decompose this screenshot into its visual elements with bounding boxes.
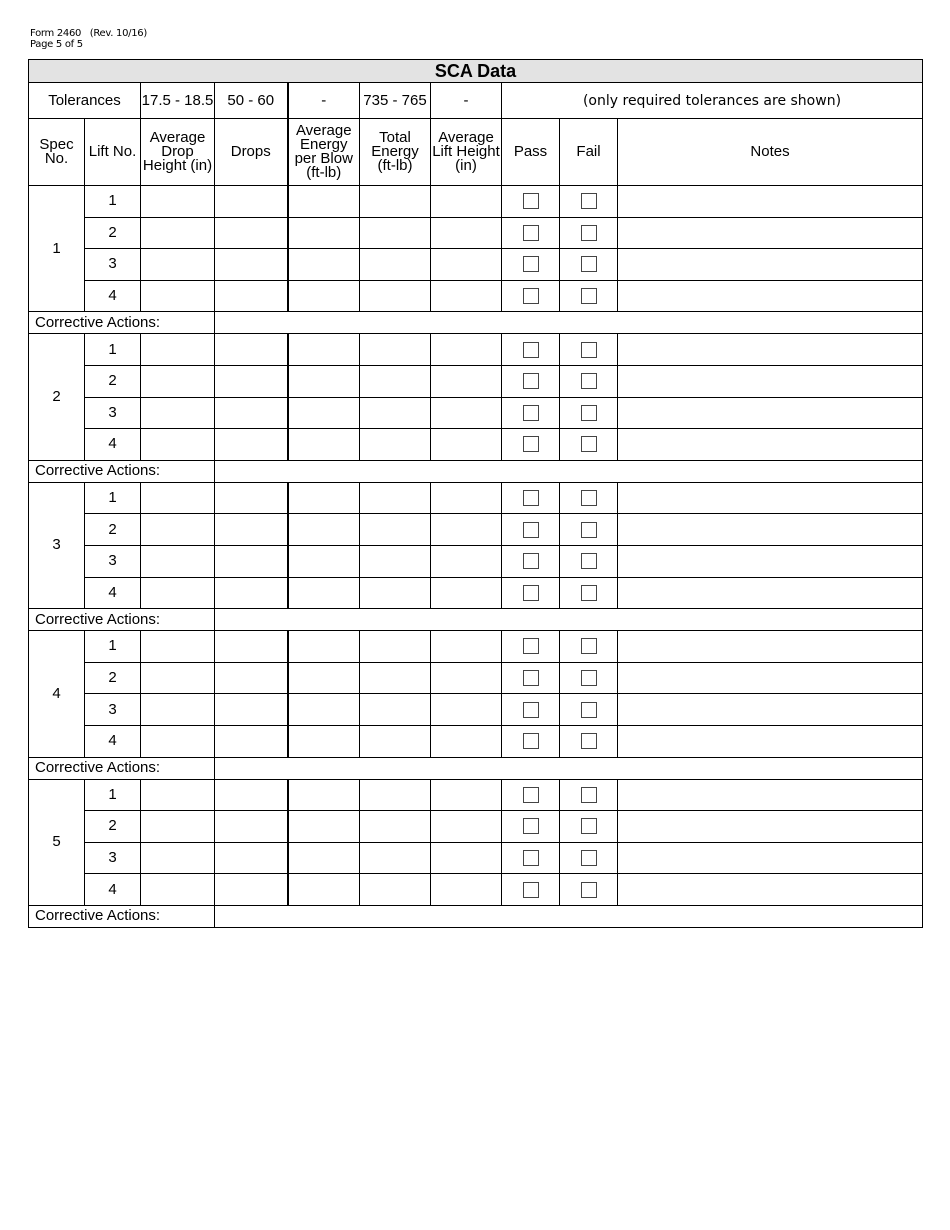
avg-lift-height-cell[interactable] [431, 482, 502, 514]
tolerance-drops: 50 - 60 [215, 83, 288, 119]
drops-cell[interactable] [215, 725, 288, 757]
avg-drop-height-cell[interactable] [141, 429, 215, 461]
lift-number: 4 [85, 280, 141, 312]
pass-checkbox[interactable] [523, 342, 539, 358]
avg-lift-height-cell[interactable] [431, 779, 502, 811]
avg-drop-height-cell[interactable] [141, 249, 215, 281]
tolerances-note: (only required tolerances are shown) [502, 83, 923, 119]
total-energy-cell[interactable] [360, 577, 431, 609]
total-energy-cell[interactable] [360, 365, 431, 397]
fail-cell [560, 779, 618, 811]
table-row [29, 514, 923, 546]
fail-checkbox[interactable] [581, 193, 597, 209]
fail-cell [560, 334, 618, 366]
pass-checkbox[interactable] [523, 850, 539, 866]
fail-checkbox[interactable] [581, 787, 597, 803]
table-row [29, 694, 923, 726]
pass-cell [502, 365, 560, 397]
drops-cell[interactable] [215, 334, 288, 366]
corrective-actions-label: Corrective Actions: [29, 460, 215, 482]
corrective-actions-label: Corrective Actions: [29, 905, 215, 927]
table-row [29, 577, 923, 609]
avg-lift-height-cell[interactable] [431, 725, 502, 757]
spec-number: 4 [29, 631, 85, 757]
avg-energy-per-blow-cell[interactable] [288, 811, 360, 843]
pass-checkbox[interactable] [523, 733, 539, 749]
pass-cell [502, 694, 560, 726]
notes-cell[interactable] [618, 577, 923, 609]
lift-number: 3 [85, 397, 141, 429]
pass-checkbox[interactable] [523, 436, 539, 452]
spec-number: 5 [29, 779, 85, 905]
total-energy-cell[interactable] [360, 662, 431, 694]
corrective-actions-row [29, 460, 923, 482]
avg-lift-height-cell[interactable] [431, 334, 502, 366]
table-row [29, 249, 923, 281]
pass-checkbox[interactable] [523, 882, 539, 898]
pass-cell [502, 842, 560, 874]
drops-cell[interactable] [215, 397, 288, 429]
tolerance-energy-per-blow: - [288, 83, 360, 119]
avg-lift-height-cell[interactable] [431, 514, 502, 546]
drops-cell[interactable] [215, 514, 288, 546]
total-energy-cell[interactable] [360, 217, 431, 249]
total-energy-cell[interactable] [360, 779, 431, 811]
lift-number: 1 [85, 334, 141, 366]
avg-drop-height-cell[interactable] [141, 280, 215, 312]
pass-checkbox[interactable] [523, 405, 539, 421]
avg-energy-per-blow-cell[interactable] [288, 482, 360, 514]
avg-lift-height-cell[interactable] [431, 545, 502, 577]
table-row [29, 186, 923, 218]
notes-cell[interactable] [618, 725, 923, 757]
notes-cell[interactable] [618, 694, 923, 726]
lift-number: 2 [85, 662, 141, 694]
pass-checkbox[interactable] [523, 256, 539, 272]
total-energy-cell[interactable] [360, 514, 431, 546]
tolerance-lift-height: - [431, 83, 502, 119]
fail-checkbox[interactable] [581, 702, 597, 718]
drops-cell[interactable] [215, 811, 288, 843]
fail-checkbox[interactable] [581, 882, 597, 898]
drops-cell[interactable] [215, 482, 288, 514]
avg-energy-per-blow-cell[interactable] [288, 429, 360, 461]
lift-number: 1 [85, 186, 141, 218]
corrective-actions-field[interactable] [215, 609, 923, 631]
drops-cell[interactable] [215, 217, 288, 249]
avg-drop-height-cell[interactable] [141, 631, 215, 663]
avg-drop-height-cell[interactable] [141, 779, 215, 811]
total-energy-cell[interactable] [360, 280, 431, 312]
pass-checkbox[interactable] [523, 702, 539, 718]
avg-energy-per-blow-cell[interactable] [288, 365, 360, 397]
avg-drop-height-cell[interactable] [141, 186, 215, 218]
notes-cell[interactable] [618, 779, 923, 811]
avg-energy-per-blow-cell[interactable] [288, 397, 360, 429]
tolerances-row [29, 83, 923, 119]
avg-lift-height-cell[interactable] [431, 429, 502, 461]
pass-checkbox[interactable] [523, 522, 539, 538]
table-row [29, 482, 923, 514]
drops-cell[interactable] [215, 577, 288, 609]
table-row [29, 811, 923, 843]
avg-lift-height-cell[interactable] [431, 811, 502, 843]
table-row [29, 874, 923, 906]
total-energy-cell[interactable] [360, 842, 431, 874]
drops-cell[interactable] [215, 280, 288, 312]
table-row [29, 365, 923, 397]
pass-cell [502, 186, 560, 218]
avg-drop-height-cell[interactable] [141, 874, 215, 906]
pass-checkbox[interactable] [523, 638, 539, 654]
fail-cell [560, 694, 618, 726]
fail-cell [560, 249, 618, 281]
pass-checkbox[interactable] [523, 670, 539, 686]
fail-checkbox[interactable] [581, 818, 597, 834]
drops-cell[interactable] [215, 545, 288, 577]
header-avg-drop-height: Average Drop Height (in) [141, 119, 215, 186]
pass-checkbox[interactable] [523, 818, 539, 834]
fail-cell [560, 811, 618, 843]
lift-number: 2 [85, 365, 141, 397]
table-row [29, 662, 923, 694]
drops-cell[interactable] [215, 842, 288, 874]
lift-number: 2 [85, 217, 141, 249]
table-row [29, 397, 923, 429]
fail-checkbox[interactable] [581, 256, 597, 272]
avg-energy-per-blow-cell[interactable] [288, 249, 360, 281]
corrective-actions-row [29, 312, 923, 334]
table-title: SCA Data [29, 60, 923, 83]
drops-cell[interactable] [215, 694, 288, 726]
avg-energy-per-blow-cell[interactable] [288, 631, 360, 663]
drops-cell[interactable] [215, 779, 288, 811]
avg-drop-height-cell[interactable] [141, 725, 215, 757]
notes-cell[interactable] [618, 217, 923, 249]
avg-drop-height-cell[interactable] [141, 545, 215, 577]
form-number: Form 2460 (Rev. 10/16) [30, 28, 147, 39]
fail-checkbox[interactable] [581, 733, 597, 749]
table-row [29, 429, 923, 461]
total-energy-cell[interactable] [360, 249, 431, 281]
pass-checkbox[interactable] [523, 553, 539, 569]
avg-drop-height-cell[interactable] [141, 365, 215, 397]
avg-drop-height-cell[interactable] [141, 662, 215, 694]
pass-cell [502, 577, 560, 609]
corrective-actions-row [29, 609, 923, 631]
pass-cell [502, 514, 560, 546]
spec-number: 2 [29, 334, 85, 460]
fail-cell [560, 429, 618, 461]
pass-checkbox[interactable] [523, 585, 539, 601]
fail-checkbox[interactable] [581, 638, 597, 654]
pass-cell [502, 874, 560, 906]
table-row [29, 217, 923, 249]
fail-checkbox[interactable] [581, 405, 597, 421]
total-energy-cell[interactable] [360, 334, 431, 366]
avg-lift-height-cell[interactable] [431, 249, 502, 281]
corrective-actions-field[interactable] [215, 905, 923, 927]
corrective-actions-field[interactable] [215, 312, 923, 334]
notes-cell[interactable] [618, 842, 923, 874]
drops-cell[interactable] [215, 249, 288, 281]
page-number: Page 5 of 5 [30, 39, 83, 50]
corrective-actions-row [29, 757, 923, 779]
notes-cell[interactable] [618, 811, 923, 843]
fail-cell [560, 874, 618, 906]
fail-checkbox[interactable] [581, 288, 597, 304]
fail-cell [560, 725, 618, 757]
pass-cell [502, 280, 560, 312]
avg-lift-height-cell[interactable] [431, 186, 502, 218]
avg-drop-height-cell[interactable] [141, 577, 215, 609]
avg-drop-height-cell[interactable] [141, 217, 215, 249]
pass-checkbox[interactable] [523, 288, 539, 304]
lift-number: 4 [85, 429, 141, 461]
fail-checkbox[interactable] [581, 373, 597, 389]
spec-number: 1 [29, 186, 85, 312]
notes-cell[interactable] [618, 545, 923, 577]
corrective-actions-field[interactable] [215, 460, 923, 482]
notes-cell[interactable] [618, 186, 923, 218]
fail-cell [560, 186, 618, 218]
avg-lift-height-cell[interactable] [431, 577, 502, 609]
lift-number: 4 [85, 874, 141, 906]
avg-lift-height-cell[interactable] [431, 694, 502, 726]
total-energy-cell[interactable] [360, 811, 431, 843]
lift-number: 4 [85, 577, 141, 609]
avg-energy-per-blow-cell[interactable] [288, 186, 360, 218]
avg-energy-per-blow-cell[interactable] [288, 662, 360, 694]
total-energy-cell[interactable] [360, 429, 431, 461]
avg-energy-per-blow-cell[interactable] [288, 334, 360, 366]
pass-cell [502, 482, 560, 514]
pass-checkbox[interactable] [523, 193, 539, 209]
fail-checkbox[interactable] [581, 522, 597, 538]
tolerances-label: Tolerances [29, 83, 141, 119]
notes-cell[interactable] [618, 662, 923, 694]
notes-cell[interactable] [618, 514, 923, 546]
avg-energy-per-blow-cell[interactable] [288, 217, 360, 249]
fail-checkbox[interactable] [581, 436, 597, 452]
lift-number: 1 [85, 482, 141, 514]
pass-cell [502, 725, 560, 757]
fail-cell [560, 662, 618, 694]
avg-energy-per-blow-cell[interactable] [288, 545, 360, 577]
pass-cell [502, 217, 560, 249]
avg-lift-height-cell[interactable] [431, 217, 502, 249]
corrective-actions-row [29, 905, 923, 927]
avg-lift-height-cell[interactable] [431, 631, 502, 663]
header-avg-energy-per-blow: Average Energy per Blow (ft-lb) [288, 119, 360, 186]
header-spec-no: Spec No. [29, 119, 85, 186]
pass-cell [502, 334, 560, 366]
pass-cell [502, 779, 560, 811]
lift-number: 3 [85, 545, 141, 577]
table-row [29, 334, 923, 366]
fail-cell [560, 397, 618, 429]
drops-cell[interactable] [215, 631, 288, 663]
header-fail: Fail [560, 119, 618, 186]
avg-lift-height-cell[interactable] [431, 874, 502, 906]
tolerance-drop-height: 17.5 - 18.5 [141, 83, 215, 119]
pass-checkbox[interactable] [523, 373, 539, 389]
drops-cell[interactable] [215, 365, 288, 397]
total-energy-cell[interactable] [360, 482, 431, 514]
fail-cell [560, 577, 618, 609]
total-energy-cell[interactable] [360, 694, 431, 726]
avg-energy-per-blow-cell[interactable] [288, 725, 360, 757]
notes-cell[interactable] [618, 249, 923, 281]
lift-number: 2 [85, 514, 141, 546]
fail-cell [560, 545, 618, 577]
avg-drop-height-cell[interactable] [141, 482, 215, 514]
pass-checkbox[interactable] [523, 490, 539, 506]
drops-cell[interactable] [215, 662, 288, 694]
table-row [29, 779, 923, 811]
drops-cell[interactable] [215, 186, 288, 218]
fail-cell [560, 365, 618, 397]
avg-energy-per-blow-cell[interactable] [288, 694, 360, 726]
pass-cell [502, 545, 560, 577]
total-energy-cell[interactable] [360, 397, 431, 429]
avg-drop-height-cell[interactable] [141, 811, 215, 843]
table-row [29, 631, 923, 663]
avg-drop-height-cell[interactable] [141, 397, 215, 429]
avg-lift-height-cell[interactable] [431, 365, 502, 397]
header-pass: Pass [502, 119, 560, 186]
avg-drop-height-cell[interactable] [141, 334, 215, 366]
avg-energy-per-blow-cell[interactable] [288, 874, 360, 906]
header-avg-lift-height: Average Lift Height (in) [431, 119, 502, 186]
avg-energy-per-blow-cell[interactable] [288, 779, 360, 811]
total-energy-cell[interactable] [360, 874, 431, 906]
table-row [29, 842, 923, 874]
fail-checkbox[interactable] [581, 585, 597, 601]
pass-checkbox[interactable] [523, 787, 539, 803]
avg-lift-height-cell[interactable] [431, 842, 502, 874]
lift-number: 2 [85, 811, 141, 843]
lift-number: 3 [85, 694, 141, 726]
total-energy-cell[interactable] [360, 631, 431, 663]
total-energy-cell[interactable] [360, 186, 431, 218]
fail-cell [560, 631, 618, 663]
pass-checkbox[interactable] [523, 225, 539, 241]
fail-cell [560, 842, 618, 874]
header-total-energy: Total Energy (ft-lb) [360, 119, 431, 186]
tolerance-total-energy: 735 - 765 [360, 83, 431, 119]
corrective-actions-label: Corrective Actions: [29, 609, 215, 631]
avg-drop-height-cell[interactable] [141, 694, 215, 726]
pass-cell [502, 429, 560, 461]
pass-cell [502, 397, 560, 429]
drops-cell[interactable] [215, 429, 288, 461]
notes-cell[interactable] [618, 397, 923, 429]
avg-lift-height-cell[interactable] [431, 280, 502, 312]
form-header [30, 28, 147, 50]
total-energy-cell[interactable] [360, 725, 431, 757]
table-row [29, 725, 923, 757]
lift-number: 3 [85, 842, 141, 874]
fail-checkbox[interactable] [581, 342, 597, 358]
notes-cell[interactable] [618, 874, 923, 906]
fail-checkbox[interactable] [581, 553, 597, 569]
pass-cell [502, 631, 560, 663]
avg-lift-height-cell[interactable] [431, 397, 502, 429]
fail-checkbox[interactable] [581, 850, 597, 866]
table-row [29, 280, 923, 312]
notes-cell[interactable] [618, 334, 923, 366]
avg-drop-height-cell[interactable] [141, 842, 215, 874]
header-lift-no: Lift No. [85, 119, 141, 186]
pass-cell [502, 662, 560, 694]
fail-cell [560, 217, 618, 249]
notes-cell[interactable] [618, 631, 923, 663]
column-headers [29, 119, 923, 186]
corrective-actions-label: Corrective Actions: [29, 312, 215, 334]
notes-cell[interactable] [618, 429, 923, 461]
spec-number: 3 [29, 482, 85, 608]
fail-checkbox[interactable] [581, 490, 597, 506]
fail-cell [560, 482, 618, 514]
notes-cell[interactable] [618, 280, 923, 312]
avg-energy-per-blow-cell[interactable] [288, 280, 360, 312]
fail-cell [560, 280, 618, 312]
avg-energy-per-blow-cell[interactable] [288, 514, 360, 546]
lift-number: 4 [85, 725, 141, 757]
drops-cell[interactable] [215, 874, 288, 906]
sca-data-table [28, 59, 923, 928]
header-notes: Notes [618, 119, 923, 186]
fail-checkbox[interactable] [581, 225, 597, 241]
avg-lift-height-cell[interactable] [431, 662, 502, 694]
pass-cell [502, 249, 560, 281]
lift-number: 1 [85, 631, 141, 663]
notes-cell[interactable] [618, 482, 923, 514]
table-row [29, 545, 923, 577]
fail-checkbox[interactable] [581, 670, 597, 686]
total-energy-cell[interactable] [360, 545, 431, 577]
avg-drop-height-cell[interactable] [141, 514, 215, 546]
corrective-actions-field[interactable] [215, 757, 923, 779]
notes-cell[interactable] [618, 365, 923, 397]
avg-energy-per-blow-cell[interactable] [288, 842, 360, 874]
lift-number: 3 [85, 249, 141, 281]
avg-energy-per-blow-cell[interactable] [288, 577, 360, 609]
corrective-actions-label: Corrective Actions: [29, 757, 215, 779]
lift-number: 1 [85, 779, 141, 811]
pass-cell [502, 811, 560, 843]
fail-cell [560, 514, 618, 546]
header-drops: Drops [215, 119, 288, 186]
